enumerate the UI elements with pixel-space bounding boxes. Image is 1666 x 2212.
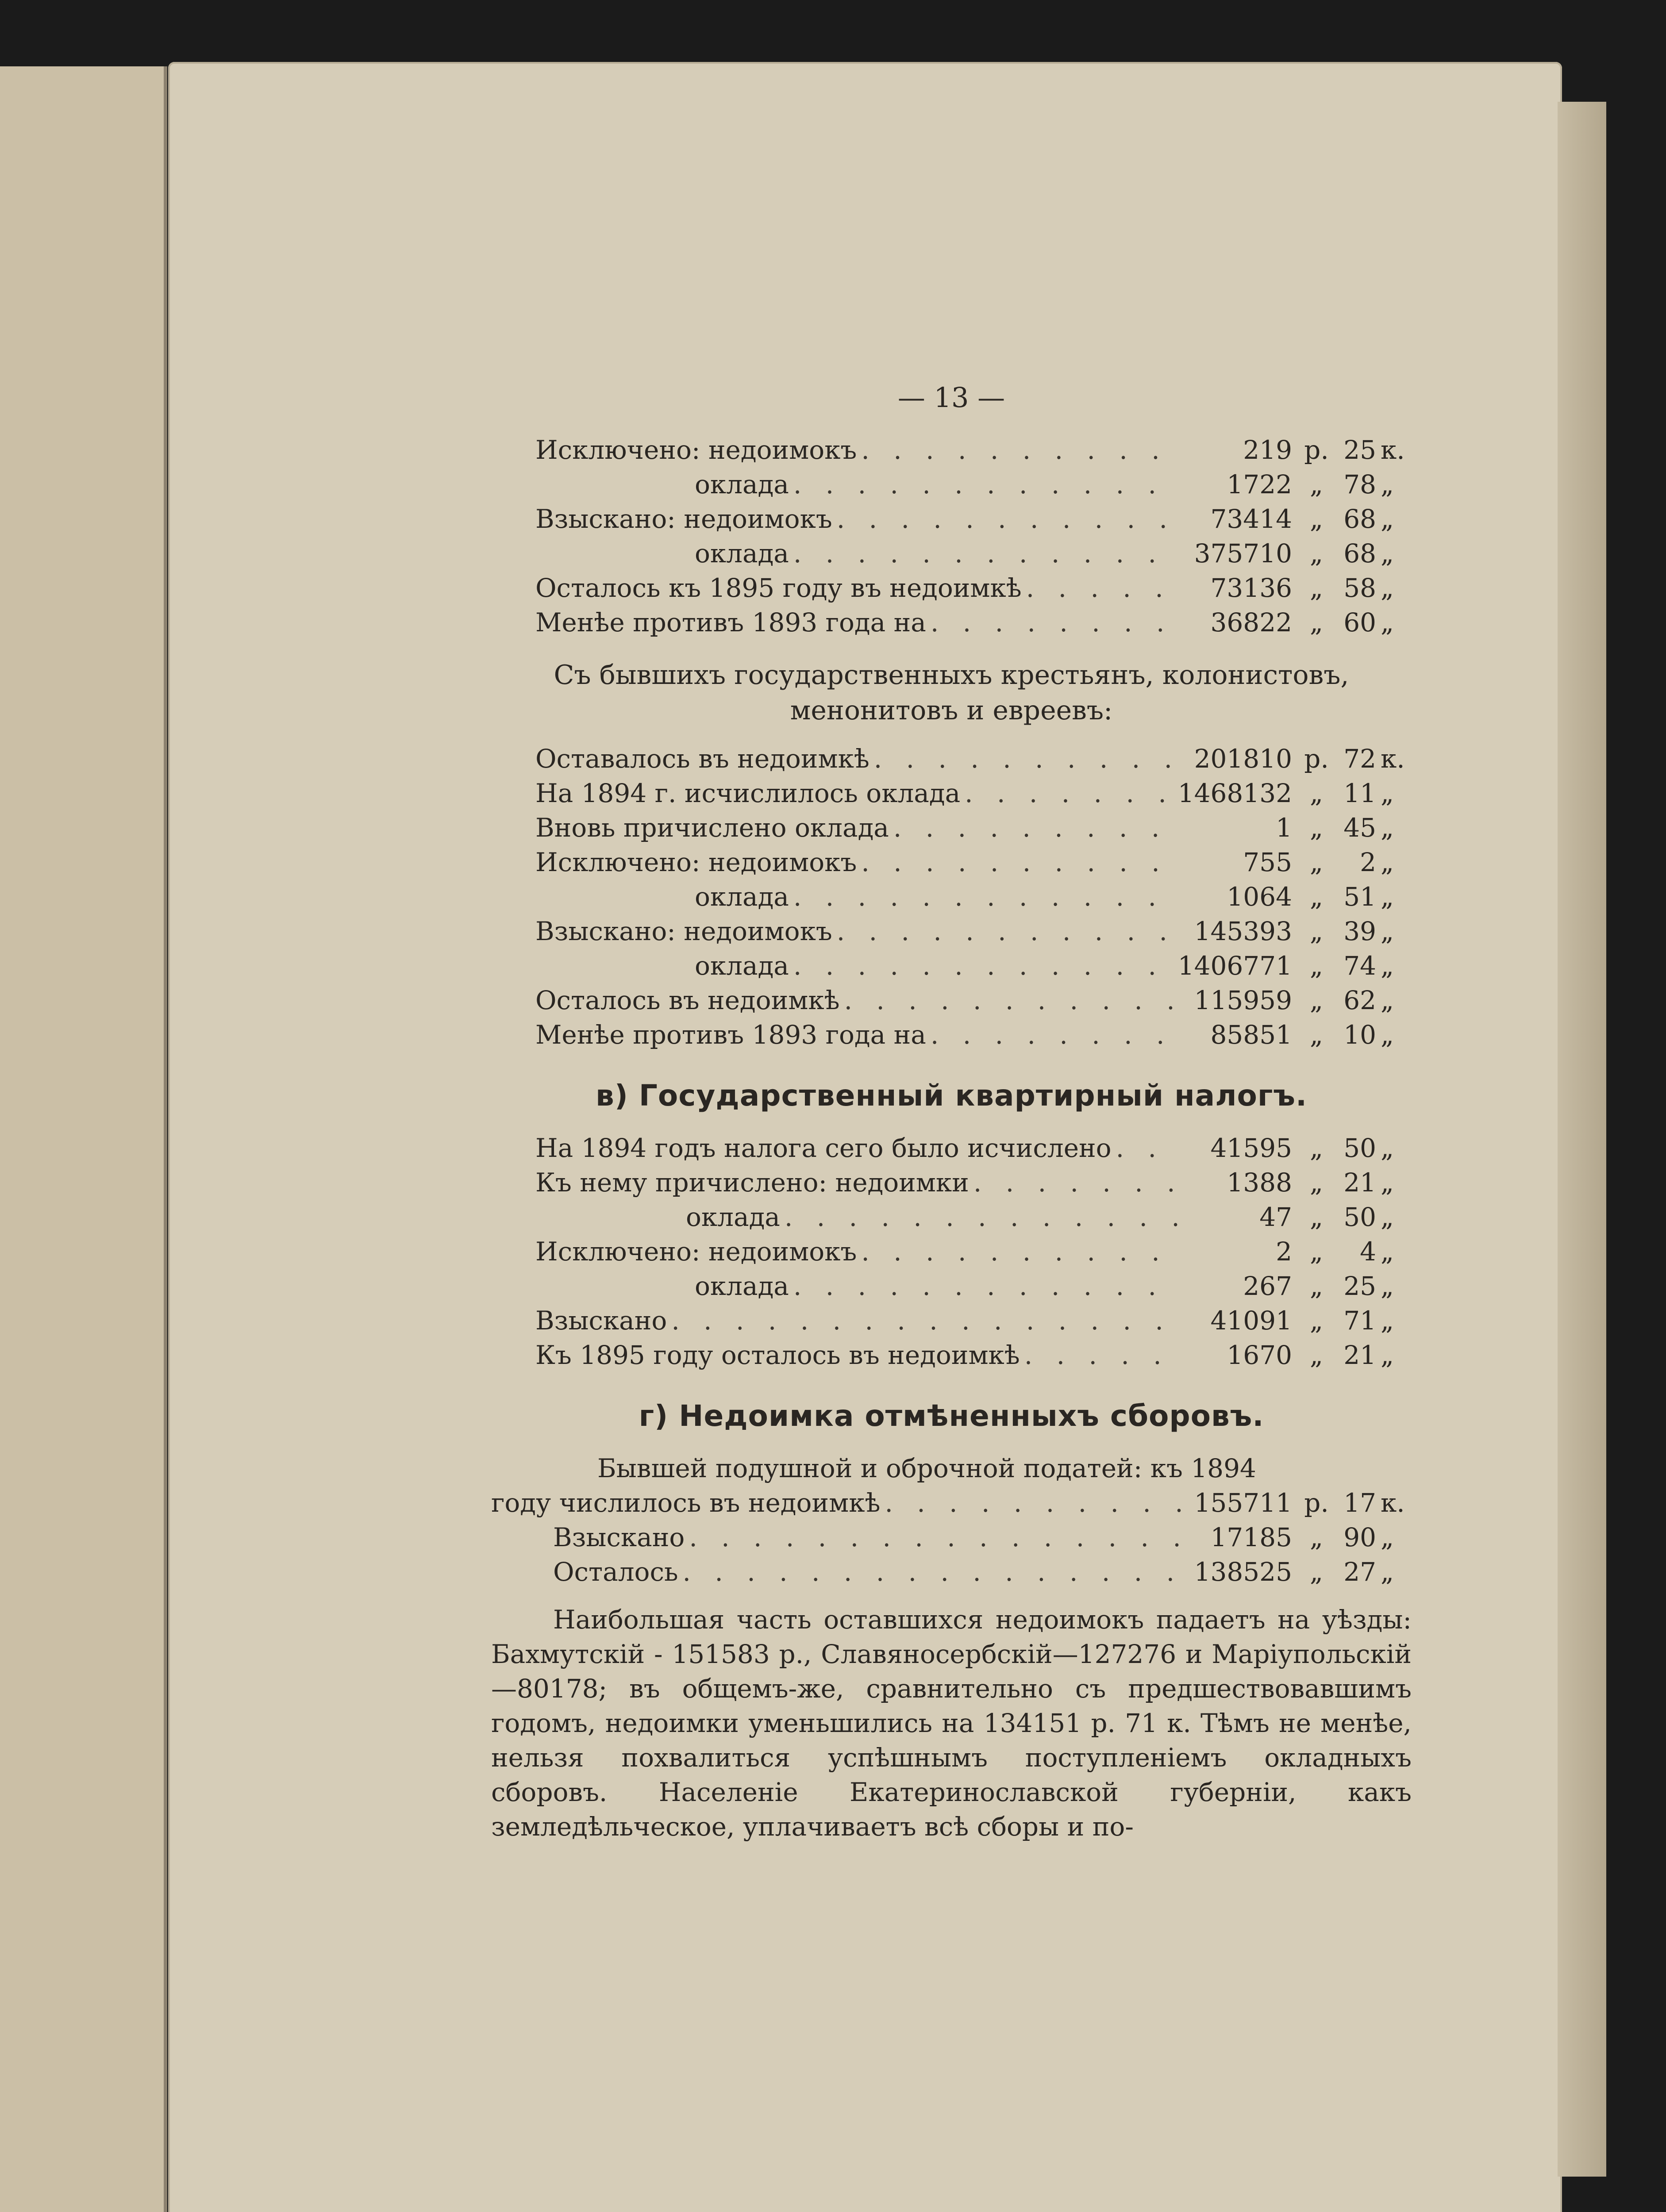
leader-dots: [885, 1486, 1181, 1520]
row-unit-kopecks: „: [1381, 1237, 1394, 1267]
row-unit: „: [1309, 538, 1324, 568]
row-kopecks: 2: [1360, 847, 1376, 877]
row-unit-kopecks: „: [1381, 1340, 1394, 1370]
row-label: На 1894 годъ налога сего было исчислено: [535, 1133, 1112, 1163]
row-label: году числилось въ недоимкѣ: [491, 1488, 881, 1518]
leader-dots: [689, 1520, 1181, 1555]
row-unit-kopecks: „: [1381, 1522, 1394, 1552]
row-unit-kopecks: „: [1381, 1020, 1394, 1050]
row-unit: „: [1309, 607, 1324, 637]
row-unit: „: [1309, 504, 1324, 534]
row-amount: 17185: [1210, 1522, 1292, 1552]
row-unit-kopecks: „: [1381, 778, 1394, 808]
row-amount: 47: [1259, 1202, 1292, 1232]
row-unit-kopecks: „: [1381, 538, 1394, 568]
section-title-g: г) Недоимка отмѣненныхъ сборовъ.: [639, 1399, 1264, 1433]
row-label: Взыскано: недоимокъ: [535, 916, 832, 946]
leader-dots: [793, 536, 1181, 571]
row-kopecks: 25: [1343, 1271, 1376, 1301]
row-unit-kopecks: „: [1381, 607, 1394, 637]
row-kopecks: 90: [1343, 1522, 1376, 1552]
table-row: [535, 1131, 1412, 1165]
row-label: Оставалось въ недоимкѣ: [535, 744, 870, 774]
table-row: [491, 1555, 1412, 1589]
row-kopecks: 74: [1343, 951, 1376, 981]
leader-dots: [861, 1234, 1181, 1269]
row-amount: 2: [1276, 1237, 1292, 1267]
table-row: [535, 433, 1412, 467]
row-kopecks: 10: [1343, 1020, 1376, 1050]
table-block-3: [535, 1131, 1412, 1372]
row-unit: „: [1309, 778, 1324, 808]
row-unit-kopecks: к.: [1381, 1488, 1405, 1518]
row-label: Осталось: [553, 1557, 678, 1587]
table-row: [535, 467, 1412, 502]
table-row: [535, 502, 1412, 536]
row-unit: „: [1309, 1167, 1324, 1198]
row-unit: „: [1309, 1306, 1324, 1336]
paragraph-text: Наибольшая часть оставшихся недоимокъ падаетъ на уѣзды: Бахмутскій - 151583 р., Славяносербскій—127276 и Маріупольскій—80178; въ общемъ-же, сравнительно съ предшествовавшимъ годомъ, недоимки уменьшились на 134151 р. 71 к. Тѣмъ не менѣе, нельзя похвалиться успѣшнымъ поступленіемъ окладныхъ сборовъ. Населеніе Екатеринославской губерніи, какъ земледѣльческое, уплачиваетъ всѣ сборы и по-: [491, 1605, 1412, 1842]
row-kopecks: 58: [1343, 573, 1376, 603]
table-row: [535, 845, 1412, 879]
row-label: Взыскано: [535, 1306, 667, 1336]
leader-dots: [861, 845, 1181, 879]
leader-dots: [671, 1303, 1181, 1338]
row-kopecks: 45: [1343, 813, 1376, 843]
row-amount: 85851: [1210, 1020, 1292, 1050]
row-unit: „: [1309, 916, 1324, 946]
row-amount: 138525: [1194, 1557, 1292, 1587]
row-kopecks: 17: [1343, 1488, 1376, 1518]
block4-intro: Бывшей подушной и оброчной податей: къ 1894: [597, 1453, 1256, 1483]
row-unit: „: [1309, 1340, 1324, 1370]
row-label: оклада: [695, 882, 789, 912]
row-label: оклада: [695, 951, 789, 981]
row-unit: „: [1309, 951, 1324, 981]
row-unit-kopecks: к.: [1381, 744, 1405, 774]
row-label: оклада: [695, 469, 789, 499]
leader-dots: [1116, 1131, 1181, 1165]
row-kopecks: 72: [1343, 744, 1376, 774]
leader-dots: [931, 1018, 1181, 1052]
row-kopecks: 71: [1343, 1306, 1376, 1336]
table-row: [535, 741, 1412, 776]
table-row: [535, 776, 1412, 810]
row-amount: 41595: [1210, 1133, 1292, 1163]
row-kopecks: 11: [1343, 778, 1376, 808]
table-block-4: [491, 1486, 1412, 1589]
row-kopecks: 60: [1343, 607, 1376, 637]
row-amount: 73136: [1210, 573, 1292, 603]
leader-dots: [785, 1200, 1181, 1234]
table-row: [491, 1520, 1412, 1555]
row-unit: „: [1309, 1271, 1324, 1301]
row-unit: „: [1309, 1522, 1324, 1552]
row-label: оклада: [695, 538, 789, 568]
row-unit: р.: [1304, 1488, 1329, 1518]
row-label: Менѣе противъ 1893 года на: [535, 607, 926, 637]
row-amount: 73414: [1210, 504, 1292, 534]
leader-dots: [793, 879, 1181, 914]
table-row: [535, 983, 1412, 1018]
section-title-v: в) Государственный квартирный налогъ.: [595, 1079, 1308, 1113]
row-label: оклада: [686, 1202, 780, 1232]
leader-dots: [793, 467, 1181, 502]
row-kopecks: 50: [1343, 1133, 1376, 1163]
row-unit-kopecks: „: [1381, 847, 1394, 877]
row-unit-kopecks: „: [1381, 573, 1394, 603]
table-row: [535, 1303, 1412, 1338]
table-row: [535, 536, 1412, 571]
leader-dots: [1026, 571, 1181, 605]
row-kopecks: 62: [1343, 985, 1376, 1015]
leader-dots: [874, 741, 1181, 776]
leader-dots: [965, 776, 1174, 810]
row-label: Осталось въ недоимкѣ: [535, 985, 840, 1015]
row-unit-kopecks: „: [1381, 1557, 1394, 1587]
row-amount: 1406771: [1177, 951, 1292, 981]
row-unit-kopecks: „: [1381, 882, 1394, 912]
table-row: [535, 1338, 1412, 1372]
row-unit: „: [1309, 469, 1324, 499]
row-unit-kopecks: „: [1381, 951, 1394, 981]
table-block-2: [535, 741, 1412, 1052]
row-unit: „: [1309, 882, 1324, 912]
row-amount: 41091: [1210, 1306, 1292, 1336]
subheading-peasants: Съ бывшихъ государственныхъ крестьянъ, колонистовъ, менонитовъ и евреевъ:: [554, 660, 1349, 726]
row-label: Взыскано: недоимокъ: [535, 504, 832, 534]
table-row: [535, 1018, 1412, 1052]
row-unit: „: [1309, 985, 1324, 1015]
leader-dots: [931, 605, 1181, 640]
row-amount: 1064: [1227, 882, 1292, 912]
row-unit-kopecks: „: [1381, 1167, 1394, 1198]
table-row: [535, 914, 1412, 949]
row-amount: 201810: [1194, 744, 1292, 774]
row-unit: „: [1309, 1237, 1324, 1267]
row-kopecks: 68: [1343, 538, 1376, 568]
table-row: [535, 879, 1412, 914]
row-unit-kopecks: „: [1381, 1271, 1394, 1301]
table-row: [535, 1234, 1412, 1269]
row-label: Вновь причислено оклада: [535, 813, 889, 843]
row-unit: р.: [1304, 744, 1329, 774]
row-kopecks: 27: [1343, 1557, 1376, 1587]
page-number: — 13 —: [897, 381, 1005, 414]
leader-dots: [683, 1555, 1181, 1589]
row-label: Къ нему причислено: недоимки: [535, 1167, 969, 1198]
row-label: Исключено: недоимокъ: [535, 435, 857, 465]
row-unit: р.: [1304, 435, 1329, 465]
row-kopecks: 39: [1343, 916, 1376, 946]
leader-dots: [837, 502, 1181, 536]
row-unit-kopecks: „: [1381, 1133, 1394, 1163]
row-amount: 755: [1243, 847, 1292, 877]
row-label: Осталось къ 1895 году въ недоимкѣ: [535, 573, 1022, 603]
leader-dots: [837, 914, 1181, 949]
row-amount: 1722: [1227, 469, 1292, 499]
row-kopecks: 21: [1343, 1167, 1376, 1198]
row-kopecks: 51: [1343, 882, 1376, 912]
row-amount: 219: [1243, 435, 1292, 465]
table-row: [535, 1200, 1412, 1234]
row-label: оклада: [695, 1271, 789, 1301]
row-unit: „: [1309, 1020, 1324, 1050]
row-amount: 267: [1243, 1271, 1292, 1301]
row-amount: 36822: [1210, 607, 1292, 637]
row-label: Исключено: недоимокъ: [535, 1237, 857, 1267]
row-amount: 375710: [1194, 538, 1292, 568]
row-kopecks: 25: [1343, 435, 1376, 465]
row-unit-kopecks: „: [1381, 504, 1394, 534]
row-unit: „: [1309, 847, 1324, 877]
row-label: Къ 1895 году осталось въ недоимкѣ: [535, 1340, 1020, 1370]
row-amount: 115959: [1194, 985, 1292, 1015]
row-label: Менѣе противъ 1893 года на: [535, 1020, 926, 1050]
row-kopecks: 50: [1343, 1202, 1376, 1232]
leader-dots: [1024, 1338, 1181, 1372]
page-content: [491, 380, 1412, 1844]
row-unit-kopecks: „: [1381, 469, 1394, 499]
right-page-edge: [1558, 102, 1606, 2177]
row-label: Взыскано: [553, 1522, 685, 1552]
row-unit: „: [1309, 1202, 1324, 1232]
row-amount: 1468132: [1177, 778, 1292, 808]
row-label: На 1894 г. исчислилось оклада: [535, 778, 961, 808]
row-unit-kopecks: „: [1381, 985, 1394, 1015]
row-unit: „: [1309, 813, 1324, 843]
row-unit-kopecks: „: [1381, 1202, 1394, 1232]
row-kopecks: 21: [1343, 1340, 1376, 1370]
row-amount: 1388: [1227, 1167, 1292, 1198]
row-unit: „: [1309, 573, 1324, 603]
leader-dots: [973, 1165, 1181, 1200]
row-kopecks: 68: [1343, 504, 1376, 534]
row-unit-kopecks: „: [1381, 916, 1394, 946]
table-row: [535, 1165, 1412, 1200]
row-kopecks: 78: [1343, 469, 1376, 499]
row-unit-kopecks: „: [1381, 813, 1394, 843]
leader-dots: [793, 1269, 1181, 1303]
row-kopecks: 4: [1360, 1237, 1376, 1267]
row-unit-kopecks: „: [1381, 1306, 1394, 1336]
table-row: [535, 949, 1412, 983]
leader-dots: [893, 810, 1181, 845]
row-unit: „: [1309, 1133, 1324, 1163]
table-row: [535, 605, 1412, 640]
row-unit: „: [1309, 1557, 1324, 1587]
table-row: [535, 1269, 1412, 1303]
row-amount: 1: [1276, 813, 1292, 843]
leader-dots: [861, 433, 1181, 467]
table-row: [535, 810, 1412, 845]
table-row: [535, 571, 1412, 605]
table-row: [491, 1486, 1412, 1520]
left-page-edge: [0, 66, 167, 2212]
row-amount: 145393: [1194, 916, 1292, 946]
row-amount: 1670: [1227, 1340, 1292, 1370]
leader-dots: [844, 983, 1181, 1018]
row-unit-kopecks: к.: [1381, 435, 1405, 465]
row-amount: 155711: [1194, 1488, 1292, 1518]
row-label: Исключено: недоимокъ: [535, 847, 857, 877]
table-block-1: [535, 433, 1412, 640]
leader-dots: [793, 949, 1174, 983]
